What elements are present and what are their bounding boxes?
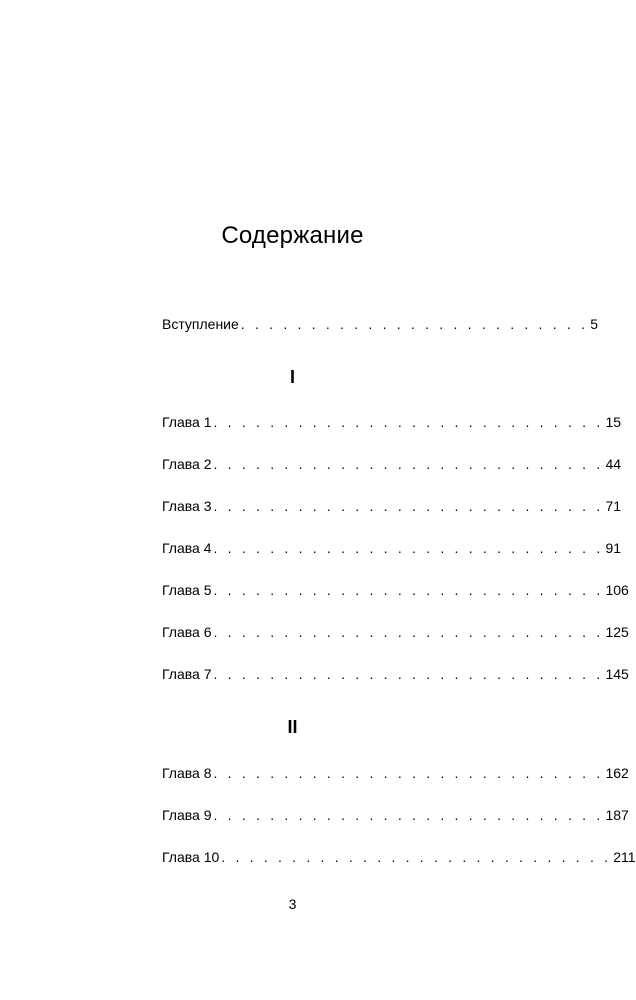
toc-entry-label: Глава 8 (162, 765, 212, 781)
toc-entry-chapter-4 (162, 539, 622, 557)
toc-entry-label: Вступление (162, 316, 239, 332)
toc-entry-chapter-9 (162, 806, 629, 824)
toc-entry-page: 5 (590, 316, 598, 332)
toc-entry-page: 162 (605, 765, 629, 781)
toc-entry-label: Глава 9 (162, 807, 212, 823)
toc-leader-dots: . . . . . . . . . . . . . . . . . . . . . . . . . . . . (213, 540, 604, 556)
toc-entry-label: Глава 4 (162, 540, 212, 556)
toc-leader-dots: . . . . . . . . . . . . . . . . . . . . . . . . . (240, 316, 589, 332)
toc-entry-chapter-3 (162, 497, 622, 515)
toc-leader-dots: . . . . . . . . . . . . . . . . . . . . . . . . . . . . (213, 414, 604, 430)
toc-entry-chapter-10 (162, 848, 636, 866)
toc-entry-page: 187 (605, 807, 629, 823)
toc-entry-chapter-1 (162, 413, 622, 431)
part-heading-1: I (289, 367, 295, 387)
toc-entry-label: Глава 10 (162, 849, 220, 865)
toc-leader-dots: . . . . . . . . . . . . . . . . . . . . . . . . . . . . (213, 498, 604, 514)
toc-entry-intro (162, 315, 598, 333)
toc-entry-label: Глава 1 (162, 414, 212, 430)
toc-entry-page: 211 (613, 849, 636, 865)
toc-entry-label: Глава 3 (162, 498, 212, 514)
toc-entry-page: 44 (605, 456, 622, 472)
part-heading-2: II (287, 717, 298, 737)
toc-entry-chapter-2 (162, 455, 622, 473)
toc-entry-label: Глава 6 (162, 624, 212, 640)
toc-entry-page: 106 (605, 582, 629, 598)
toc-entry-page: 91 (605, 540, 622, 556)
toc-leader-dots: . . . . . . . . . . . . . . . . . . . . . . . . . . . . (213, 765, 604, 781)
toc-entry-page: 71 (605, 498, 622, 514)
toc-leader-dots: . . . . . . . . . . . . . . . . . . . . . . . . . . . . (213, 582, 604, 598)
toc-entry-label: Глава 2 (162, 456, 212, 472)
toc-leader-dots: . . . . . . . . . . . . . . . . . . . . . . . . . . . . (213, 666, 604, 682)
toc-leader-dots: . . . . . . . . . . . . . . . . . . . . . . . . . . . . (221, 849, 612, 865)
toc-entry-chapter-8 (162, 764, 629, 782)
toc-entry-chapter-6 (162, 623, 629, 641)
toc-entry-chapter-5 (162, 581, 629, 599)
toc-entry-label: Глава 7 (162, 666, 212, 682)
toc-entry-page: 15 (605, 414, 622, 430)
toc-entry-page: 145 (605, 666, 629, 682)
toc-entry-chapter-7 (162, 665, 629, 683)
page-number: 3 (288, 896, 297, 912)
toc-entry-label: Глава 5 (162, 582, 212, 598)
toc-leader-dots: . . . . . . . . . . . . . . . . . . . . . . . . . . . . (213, 456, 604, 472)
toc-leader-dots: . . . . . . . . . . . . . . . . . . . . . . . . . . . . (213, 624, 604, 640)
toc-leader-dots: . . . . . . . . . . . . . . . . . . . . . . . . . . . . (213, 807, 604, 823)
toc-entry-page: 125 (605, 624, 629, 640)
page-title: Содержание (221, 222, 364, 249)
